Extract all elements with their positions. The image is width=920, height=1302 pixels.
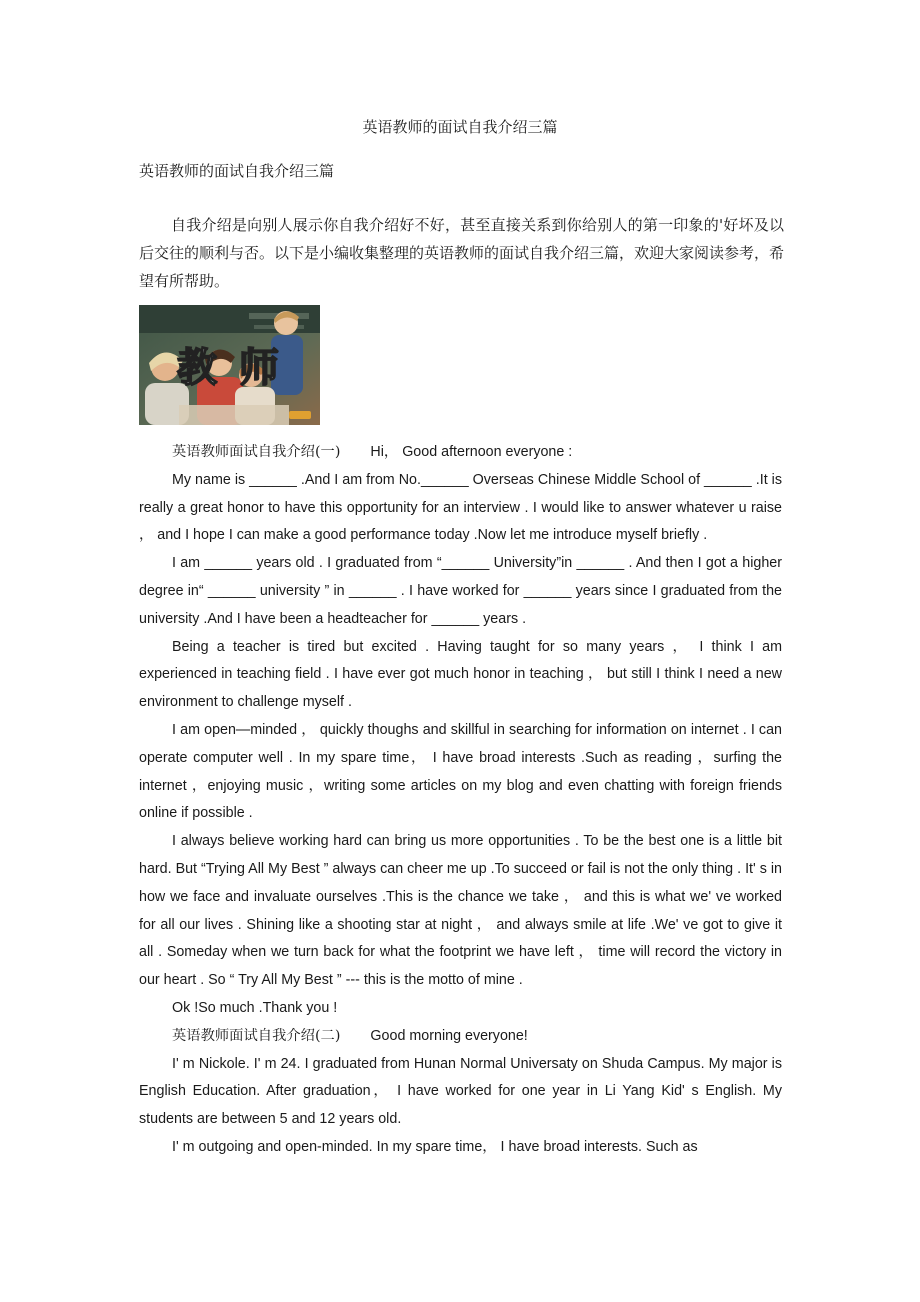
body-paragraph	[139, 467, 782, 550]
body-paragraph	[139, 1134, 782, 1162]
section-heading: 英语教师面试自我介绍(二)	[172, 1027, 341, 1044]
document-body	[139, 439, 782, 1162]
document-subtitle: 英语教师的面试自我介绍三篇	[139, 162, 335, 180]
teacher-photo-illustration	[139, 305, 320, 425]
intro-paragraph: 自我介绍是向别人展示你自我介绍好不好，甚至直接关系到你给别人的第一印象的'好坏及以后交往的顺利与否。以下是小编收集整理的英语教师的面试自我介绍三篇，欢迎大家阅读参考，希望有所帮助。	[139, 216, 785, 290]
paragraph-text: I' m outgoing and open-minded. In my spare time， I have broad interests. Such as	[172, 1138, 698, 1155]
paragraph-text: I am ______ years old . I graduated from “______ University”in ______ . And then I got a higher degree in“ ______ university ” in ______ . I have worked for ______ years since I graduated from the university .And I have been a headteacher for ______ years .	[139, 555, 782, 627]
body-paragraph	[139, 1051, 782, 1134]
body-paragraph	[139, 439, 782, 467]
paragraph-text: Hi， Good afternoon everyone :	[370, 444, 573, 460]
body-paragraph	[139, 828, 782, 995]
paragraph-text: I am open—minded ， quickly thoughs and skillful in searching for information on internet . I can operate computer well . In my spare time， I have broad interests .Such as reading ，surfing the internet ，enjoying music ，writing some articles on my blog and even chatting with foreign friends online if possible .	[139, 721, 782, 822]
image-caption: 教 师	[177, 345, 283, 391]
paragraph-text: I always believe working hard can bring us more opportunities . To be the best one is a little bit hard. But “Trying All My Best ” always can cheer me up .To succeed or fail is not the only thing . It' s in how we face and invaluate ourselves .This is the chance we take ， and this is what we' ve worked for all our lives . Shining like a shooting star at night ， and always smile at life .We' ve got to give it all . Someday when we turn back for what the footprint we have left ， time will record the victory in our heart . So “ Try All My Best ” --- this is the motto of mine .	[139, 833, 782, 989]
paragraph-text: Ok !So much .Thank you !	[172, 999, 338, 1016]
body-paragraph	[139, 550, 782, 633]
paragraph-text: Being a teacher is tired but excited . Having taught for so many years ， I think I am experienced in teaching field . I have ever got much honor in teaching ， but still I think I need a new environment to challenge myself .	[139, 638, 782, 711]
teacher-photo	[139, 305, 320, 425]
body-paragraph	[139, 717, 782, 828]
paragraph-text: My name is ______ .And I am from No.______ Overseas Chinese Middle School of ______ .It is really a great honor to have this opportunity for an interview . I would like to answer whatever u raise ， and I hope I can make a good performance today .Now let me introduce myself briefly .	[139, 471, 782, 544]
body-paragraph	[139, 634, 782, 717]
document-title: 英语教师的面试自我介绍三篇	[362, 118, 558, 136]
body-paragraph	[139, 1023, 782, 1051]
paragraph-text: Good morning everyone!	[370, 1027, 528, 1044]
paragraph-text: I' m Nickole. I' m 24. I graduated from Hunan Normal Universaty on Shuda Campus. My major is English Education. After graduation， I have worked for one year in Li Yang Kid' s English. My students are between 5 and 12 years old.	[139, 1055, 782, 1128]
body-paragraph	[139, 995, 782, 1023]
section-heading: 英语教师面试自我介绍(一)	[172, 444, 341, 460]
